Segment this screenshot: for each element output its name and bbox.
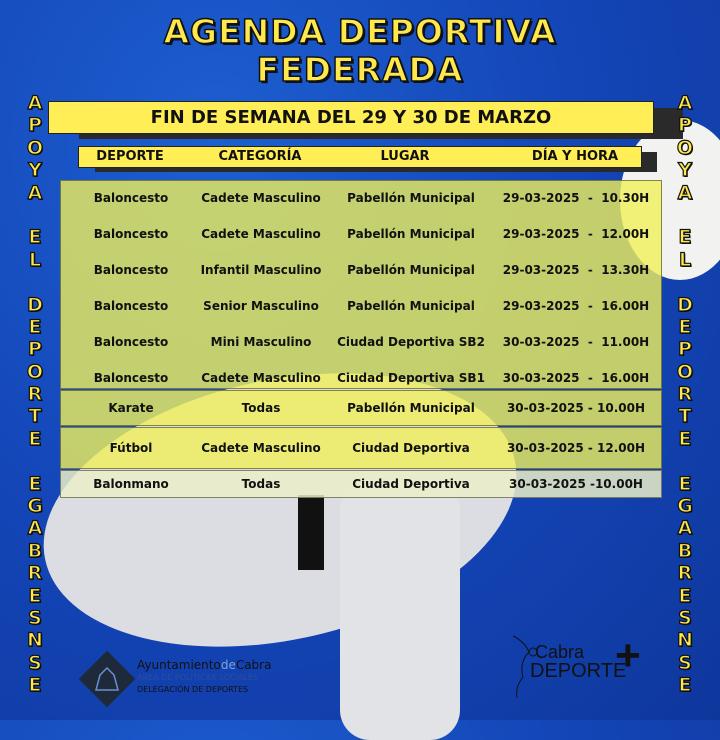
cell-lugar: Pabellón Municipal <box>347 401 475 415</box>
side-letter: R <box>27 562 43 585</box>
table-row <box>61 391 663 427</box>
cell-lugar: Ciudad Deportiva SB2 <box>337 335 485 349</box>
side-letter: P <box>28 338 42 361</box>
table-row <box>61 431 663 467</box>
cell-lugar: Pabellón Municipal <box>347 227 475 241</box>
side-letter: P <box>28 114 42 137</box>
table-block-balonmano <box>60 470 662 498</box>
cell-categoria: Infantil Masculino <box>200 263 322 277</box>
side-letter: E <box>28 226 42 249</box>
side-letter: E <box>678 674 692 697</box>
side-letter: E <box>678 427 692 450</box>
cell-deporte: Baloncesto <box>93 191 169 205</box>
side-letter: N <box>677 629 693 652</box>
side-letter: R <box>677 383 693 406</box>
cell-dia-hora: 30-03-2025 - 11.00H <box>502 335 650 349</box>
side-letter: G <box>677 495 693 518</box>
ayuntamiento-area: ÁREA DE POLÍTICAS SOCIALES <box>137 673 259 682</box>
cell-dia-hora: 29-03-2025 - 13.30H <box>502 263 650 277</box>
side-letter: L <box>28 248 42 271</box>
page-title-line1: AGENDA DEPORTIVA <box>163 12 557 51</box>
side-letter: A <box>677 517 693 540</box>
weekend-banner: FIN DE SEMANA DEL 29 Y 30 DE MARZO <box>48 101 654 134</box>
side-letter: E <box>678 584 692 607</box>
cell-lugar: Ciudad Deportiva <box>352 441 470 455</box>
table-row <box>61 181 663 217</box>
cell-deporte: Fútbol <box>109 441 153 455</box>
col-lugar: LUGAR <box>380 149 430 164</box>
cell-categoria: Cadete Masculino <box>201 227 321 241</box>
side-letter: T <box>678 405 692 428</box>
cell-lugar: Ciudad Deportiva <box>352 477 470 491</box>
cell-dia-hora: 30-03-2025 - 12.00H <box>506 441 646 455</box>
cell-deporte: Karate <box>108 401 154 415</box>
side-letter: B <box>27 539 43 562</box>
cell-deporte: Baloncesto <box>93 263 169 277</box>
cell-lugar: Pabellón Municipal <box>347 263 475 277</box>
side-letter: O <box>26 360 44 383</box>
side-letter: Y <box>678 159 692 182</box>
table-block-baloncesto <box>60 180 662 389</box>
cell-categoria: Cadete Masculino <box>201 371 321 385</box>
side-letter: O <box>676 360 694 383</box>
table-row <box>61 289 663 325</box>
cell-categoria: Mini Masculino <box>210 335 312 349</box>
cell-deporte: Baloncesto <box>93 335 169 349</box>
side-letter: G <box>27 495 43 518</box>
side-letter: O <box>26 136 44 159</box>
side-letter: E <box>678 226 692 249</box>
side-letter: R <box>27 383 43 406</box>
side-letter: E <box>28 315 42 338</box>
side-letter: A <box>27 517 43 540</box>
table-row <box>61 253 663 289</box>
side-letter: Y <box>28 159 42 182</box>
side-text-right <box>670 92 700 697</box>
cell-dia-hora: 30-03-2025 - 10.00H <box>506 401 646 415</box>
table-row <box>61 467 663 503</box>
side-letter: P <box>678 114 692 137</box>
side-letter: S <box>678 606 692 629</box>
cell-dia-hora: 30-03-2025 -10.00H <box>509 477 643 491</box>
cell-categoria: Todas <box>241 401 281 415</box>
side-letter: E <box>28 674 42 697</box>
side-letter: D <box>27 293 43 316</box>
side-letter: E <box>28 427 42 450</box>
table-block-karate <box>60 390 662 426</box>
cell-lugar: Pabellón Municipal <box>347 191 475 205</box>
cell-dia-hora: 29-03-2025 - 16.00H <box>502 299 650 313</box>
plus-icon: + <box>615 631 641 680</box>
side-letter: O <box>676 136 694 159</box>
cell-deporte: Baloncesto <box>93 299 169 313</box>
table-block-futbol <box>60 427 662 469</box>
side-text-left <box>20 92 50 697</box>
side-letter: L <box>678 248 692 271</box>
ayuntamiento-logo <box>78 650 136 708</box>
side-letter: E <box>678 472 692 495</box>
side-letter: R <box>677 562 693 585</box>
cell-deporte: Baloncesto <box>93 227 169 241</box>
athlete-photo-body <box>340 480 460 740</box>
ayuntamiento-delegacion: DELEGACIÓN DE DEPORTES <box>137 685 249 694</box>
cell-dia-hora: 29-03-2025 - 12.00H <box>502 227 650 241</box>
side-letter: S <box>678 651 692 674</box>
side-letter: A <box>677 181 693 204</box>
cell-categoria: Senior Masculino <box>203 299 319 313</box>
cell-deporte: Baloncesto <box>93 371 169 385</box>
side-letter: N <box>27 629 43 652</box>
cell-dia-hora: 29-03-2025 - 10.30H <box>502 191 650 205</box>
table-header <box>78 146 642 168</box>
table-row <box>61 217 663 253</box>
cell-categoria: Cadete Masculino <box>201 191 321 205</box>
page-title-line2: FEDERADA <box>256 50 464 89</box>
cell-lugar: Ciudad Deportiva SB1 <box>337 371 485 385</box>
cell-categoria: Todas <box>241 477 281 491</box>
col-dia-hora: DÍA Y HORA <box>531 149 619 164</box>
cell-categoria: Cadete Masculino <box>201 441 321 455</box>
side-letter: A <box>27 181 43 204</box>
side-letter: E <box>28 584 42 607</box>
side-letter: S <box>28 651 42 674</box>
side-letter: D <box>677 293 693 316</box>
cell-lugar: Pabellón Municipal <box>347 299 475 313</box>
side-letter: E <box>28 472 42 495</box>
side-letter: T <box>28 405 42 428</box>
side-letter: P <box>678 338 692 361</box>
col-deporte: DEPORTE <box>96 149 164 164</box>
cell-dia-hora: 30-03-2025 - 16.00H <box>502 371 650 385</box>
side-letter: E <box>678 315 692 338</box>
athlete-belt <box>298 495 324 570</box>
side-letter: A <box>677 92 693 114</box>
cell-deporte: Balonmano <box>93 477 169 491</box>
side-letter: A <box>27 92 43 114</box>
side-letter: B <box>677 539 693 562</box>
side-letter: S <box>28 606 42 629</box>
col-categoria: CATEGORÍA <box>218 149 302 164</box>
ayuntamiento-name: AyuntamientodeCabra <box>137 658 272 672</box>
table-row <box>61 325 663 361</box>
